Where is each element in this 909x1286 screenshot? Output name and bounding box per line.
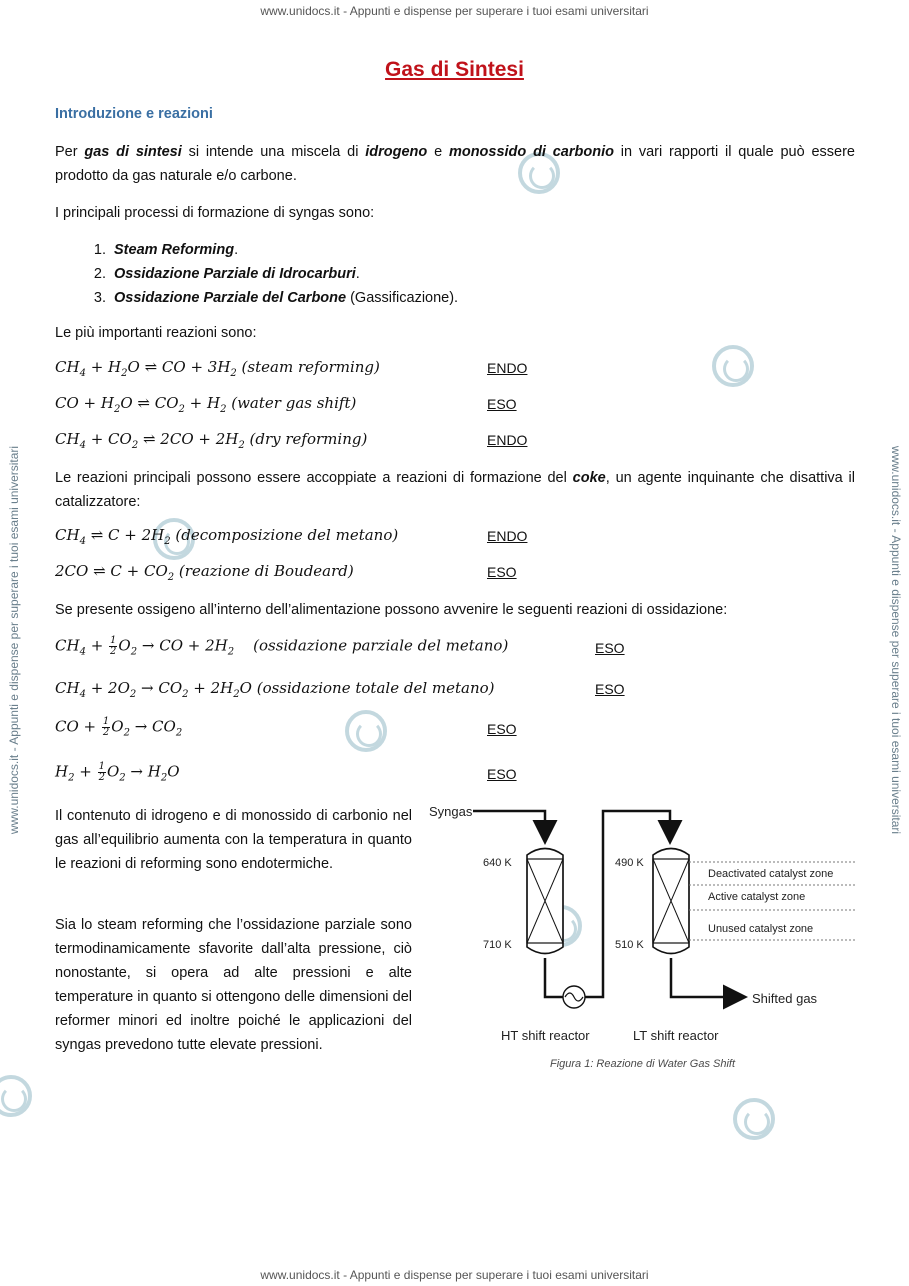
reaction-tag: ENDO xyxy=(487,360,528,376)
reaction-tag: ESO xyxy=(595,640,625,656)
watermark-top: www.unidocs.it - Appunti e dispense per superare i tuoi esami universitari xyxy=(260,4,649,18)
reaction-tag: ESO xyxy=(487,766,517,782)
equation-water-gas-shift: CO + $H_2O$ ⇌ $CO_2 + H_2$ (water gas shift) xyxy=(55,394,357,415)
inlet-pipe xyxy=(473,811,545,840)
wgs-reactor-diagram xyxy=(425,800,860,1055)
pressure-paragraph: Sia lo steam reforming che l’ossidazione parziale sono termodinamicamente sfavorite dall’alta pressione, ciò nonostante, si opera ad alte pressioni e alte temperature in quanto si ottengono delle dimensioni del reformer minori ed inoltre poiché le applicazioni del syngas prevedono tutte elevate pressioni. xyxy=(55,917,412,1053)
watermark-logo-icon xyxy=(712,345,754,387)
processes-intro: I principali processi di formazione di syngas sono: xyxy=(55,205,375,221)
inlet-label xyxy=(429,804,473,819)
list-item: 2. Ossidazione Parziale di Idrocarburi. xyxy=(110,262,458,286)
zone-label-deactivated: Deactivated catalyst zone xyxy=(708,868,834,880)
reaction-tag: ENDO xyxy=(487,432,528,448)
watermark-logo-icon xyxy=(0,1075,32,1117)
ht-inlet-temp: 640 K xyxy=(483,857,512,869)
equation-partial-oxidation: $CH_4$ + $\frac{1}{2}$ $O_2$ → CO + $2H_2$ (ossidazione parziale del metano) xyxy=(55,635,509,658)
ht-reactor-label: HT shift reactor xyxy=(501,1028,590,1043)
equation-methane-decomposition: $CH_4$ ⇌ $C + 2H_2$ (decomposizione del metano) xyxy=(55,526,399,547)
equation-total-oxidation: $CH_4 + 2O_2 \to CO_2 + 2H_2O$ (ossidazione totale del metano) xyxy=(55,679,495,700)
watermark-logo-icon xyxy=(733,1098,775,1140)
reaction-tag: ESO xyxy=(487,721,517,737)
section-heading: Introduzione e reazioni xyxy=(55,106,213,122)
page-title: Gas di Sintesi xyxy=(385,58,524,81)
intro-paragraph: Per gas di sintesi si intende una miscela di idrogeno e monossido di carbonio in vari rapporti il quale può essere prodotto da gas naturale e/o carbone. xyxy=(55,144,855,184)
ht-outlet-temp: 710 K xyxy=(483,939,512,951)
lt-outlet-temp: 510 K xyxy=(615,939,644,951)
oxidation-paragraph: Se presente ossigeno all’interno dell’alimentazione possono avvenire le seguenti reazioni di ossidazione: xyxy=(55,602,728,618)
equation-boudouard: 2CO ⇌ $C + CO_2$ (reazione di Boudeard) xyxy=(55,562,354,583)
watermark-right: www.unidocs.it - Appunti e dispense per superare i tuoi esami universitari xyxy=(889,445,903,835)
lt-reactor-label: LT shift reactor xyxy=(633,1028,719,1043)
zone-label-active: Active catalyst zone xyxy=(708,891,806,903)
reaction-tag: ESO xyxy=(487,564,517,580)
list-item: 3. Ossidazione Parziale del Carbone (Gassificazione). xyxy=(110,286,458,310)
processes-list xyxy=(55,238,458,310)
watermark-left: www.unidocs.it - Appunti e dispense per superare i tuoi esami universitari xyxy=(7,445,21,835)
cooler-icon xyxy=(563,986,585,1008)
equation-steam-reforming: $CH_4 + H_2O$ ⇌ CO + $3H_2$ (steam reforming) xyxy=(55,358,380,379)
reaction-tag: ENDO xyxy=(487,528,528,544)
watermark-bottom: www.unidocs.it - Appunti e dispense per superare i tuoi esami universitari xyxy=(260,1268,649,1282)
reactions-intro: Le più importanti reazioni sono: xyxy=(55,325,257,341)
equation-co-oxidation: CO + $\frac{1}{2}$ $O_2 \to CO_2$ xyxy=(55,716,183,739)
ht-reactor xyxy=(527,849,563,954)
outlet-label: Shifted gas xyxy=(752,991,818,1006)
svg-text:Syngas: Syngas xyxy=(429,804,473,819)
lt-inlet-temp: 490 K xyxy=(615,857,644,869)
lt-reactor xyxy=(653,849,689,954)
list-item: 1. Steam Reforming. xyxy=(110,238,458,262)
coke-paragraph: Le reazioni principali possono essere accoppiate a reazioni di formazione del coke, un agente inquinante che disattiva il catalizzatore: xyxy=(55,470,855,510)
outlet-pipe xyxy=(671,958,743,997)
zone-label-unused: Unused catalyst zone xyxy=(708,923,814,935)
watermark-logo-icon xyxy=(345,710,387,752)
equation-h2-oxidation: $H_2$ + $\frac{1}{2}$ $O_2 \to H_2O$ xyxy=(55,761,180,784)
figure-caption: Figura 1: Reazione di Water Gas Shift xyxy=(549,1058,736,1070)
reaction-tag: ESO xyxy=(595,681,625,697)
equilibrium-paragraph: Il contenuto di idrogeno e di monossido di carbonio nel gas all’equilibrio aumenta con la temperatura in quanto le reazioni di reforming sono endotermiche. xyxy=(55,808,412,872)
equation-dry-reforming: $CH_4 + CO_2$ ⇌ $2CO + 2H_2$ (dry reforming) xyxy=(55,430,368,451)
reaction-tag: ESO xyxy=(487,396,517,412)
